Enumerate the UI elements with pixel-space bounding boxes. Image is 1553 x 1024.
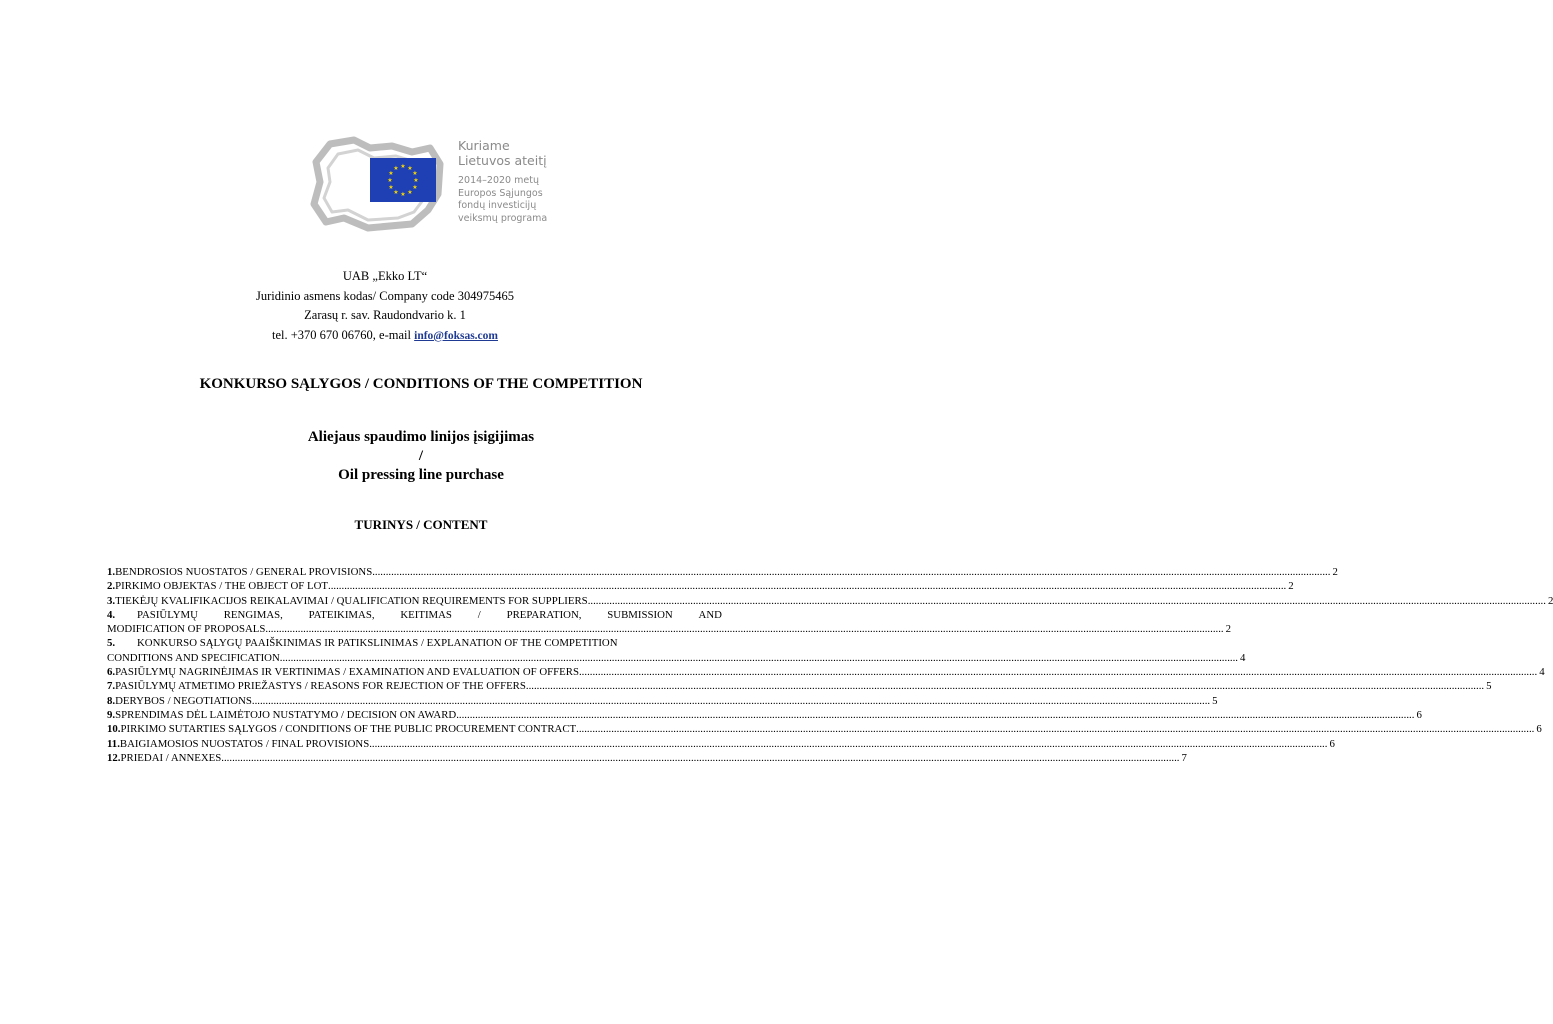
subject-line-en: Oil pressing line purchase <box>338 467 504 483</box>
toc-item[interactable] <box>107 608 734 622</box>
toc-number: 5. <box>107 637 116 650</box>
svg-text:★: ★ <box>387 177 393 184</box>
company-contact <box>0 326 770 347</box>
toc-number: 3. <box>107 594 116 607</box>
toc-leader <box>252 694 1210 708</box>
toc-number: 8. <box>107 694 116 707</box>
toc-number: 12. <box>107 751 121 764</box>
toc-text: SPRENDIMAS DĖL LAIMĖTOJO NUSTATYMO / DECISION ON AWARD <box>115 708 457 721</box>
logo-line-4: Europos Sąjungos <box>458 187 543 199</box>
toc-text: MODIFICATION OF PROPOSALS <box>107 623 266 636</box>
toc-heading: TURINYS / CONTENT <box>354 517 488 532</box>
toc-leader <box>280 651 1238 665</box>
toc-text: PRIEDAI / ANNEXES <box>120 751 222 764</box>
toc-page: 2 <box>1547 594 1553 607</box>
logo-line-2: Lietuvos ateitį <box>458 153 547 168</box>
svg-text:★: ★ <box>388 184 394 191</box>
logo-line-6: veiksmų programa <box>458 212 548 224</box>
toc-page: 4 <box>1539 666 1545 679</box>
toc-leader <box>588 594 1546 608</box>
company-code: Juridinio asmens kodas/ Company code 304975465 <box>256 288 514 303</box>
svg-text:★: ★ <box>400 163 406 170</box>
toc-page: 7 <box>1181 751 1187 764</box>
toc-text: TIEKĖJŲ KVALIFIKACIJOS REIKALAVIMAI / QUALIFICATION REQUIREMENTS FOR SUPPLIERS <box>115 594 588 607</box>
subject-separator: / <box>418 448 424 464</box>
toc-number: 2. <box>107 580 116 593</box>
toc-leader <box>328 579 1286 593</box>
toc-number: 1. <box>107 566 116 578</box>
toc-leader <box>456 708 1414 722</box>
svg-text:★: ★ <box>412 170 418 177</box>
toc-item[interactable] <box>107 708 1422 722</box>
toc-leader <box>526 679 1484 693</box>
toc-item-continuation[interactable] <box>107 651 1246 665</box>
toc-page: 2 <box>1288 580 1294 593</box>
toc-page: 6 <box>1416 708 1422 721</box>
toc-item[interactable] <box>107 665 1545 679</box>
toc-text: BAIGIAMOSIOS NUOSTATOS / FINAL PROVISIONS <box>119 737 370 750</box>
toc-text: PIRKIMO SUTARTIES SĄLYGOS / CONDITIONS OF THE PUBLIC PROCUREMENT CONTRACT <box>120 723 577 736</box>
toc-item[interactable] <box>107 737 1335 751</box>
toc-leader <box>221 751 1179 765</box>
toc-text: DERYBOS / NEGOTIATIONS <box>115 694 252 707</box>
svg-text:★: ★ <box>393 165 399 172</box>
toc-item[interactable] <box>107 722 1542 736</box>
toc-item[interactable] <box>107 694 1218 708</box>
toc-number: 4. <box>107 608 116 621</box>
toc-text: PASIŪLYMŲ RENGIMAS, PATEIKIMAS, KEITIMAS / PREPARATION, SUBMISSION AND <box>137 608 722 621</box>
toc-number: 6. <box>107 666 116 679</box>
toc-item[interactable] <box>107 565 1338 579</box>
table-of-contents <box>107 565 1553 765</box>
toc-item[interactable] <box>107 636 734 650</box>
toc-text: PASIŪLYMŲ ATMETIMO PRIEŽASTYS / REASONS FOR REJECTION OF THE OFFERS <box>115 680 526 693</box>
logo-line-1: Kuriame <box>458 138 510 153</box>
toc-item[interactable] <box>107 594 1553 608</box>
toc-text: KONKURSO SĄLYGŲ PAAIŠKINIMAS IR PATIKSLINIMAS / EXPLANATION OF THE COMPETITION <box>137 637 618 650</box>
toc-item[interactable] <box>107 679 1492 693</box>
subject-line-lt: Aliejaus spaudimo linijos įsigijimas <box>307 429 535 445</box>
toc-text: BENDROSIOS NUOSTATOS / GENERAL PROVISIONS <box>115 566 373 578</box>
company-info <box>0 267 770 346</box>
toc-leader <box>265 622 1223 636</box>
toc-page: 2 <box>1225 623 1232 636</box>
email-link[interactable]: info@foksas.com <box>414 329 498 342</box>
document-subject <box>0 428 842 485</box>
toc-text: CONDITIONS AND SPECIFICATION <box>107 651 280 664</box>
toc-item-continuation[interactable] <box>107 622 1232 636</box>
toc-leader <box>372 565 1330 579</box>
toc-number: 10. <box>107 723 121 736</box>
toc-page: 2 <box>1332 566 1338 578</box>
toc-leader <box>369 737 1327 751</box>
logo-caption <box>458 138 547 225</box>
toc-number: 11. <box>107 737 120 750</box>
svg-text:★: ★ <box>400 191 406 198</box>
svg-text:★: ★ <box>393 189 399 196</box>
toc-leader <box>579 665 1537 679</box>
toc-page: 6 <box>1329 737 1335 750</box>
toc-page: 4 <box>1240 651 1246 664</box>
svg-text:★: ★ <box>407 165 413 172</box>
lithuania-map-eu-flag-icon <box>308 138 448 230</box>
svg-text:★: ★ <box>413 177 419 184</box>
logo-line-5: fondų investicijų <box>458 200 537 211</box>
eu-funds-logo <box>308 138 548 230</box>
toc-item[interactable] <box>107 579 1294 593</box>
toc-page: 5 <box>1486 680 1492 693</box>
logo-line-3: 2014–2020 metų <box>458 175 539 186</box>
toc-text: PASIŪLYMŲ NAGRINĖJIMAS IR VERTINIMAS / EXAMINATION AND EVALUATION OF OFFERS <box>115 666 579 679</box>
toc-number: 9. <box>107 708 116 721</box>
contact-phone: tel. +370 670 06760, e-mail <box>272 327 415 342</box>
svg-text:★: ★ <box>407 189 413 196</box>
toc-page: 6 <box>1536 723 1542 736</box>
toc-page: 5 <box>1212 694 1218 707</box>
company-address: Zarasų r. sav. Raudondvario k. 1 <box>304 308 466 322</box>
toc-number: 7. <box>107 680 116 693</box>
svg-text:★: ★ <box>412 184 418 191</box>
toc-leader <box>576 722 1534 736</box>
svg-text:★: ★ <box>388 170 394 177</box>
toc-item[interactable] <box>107 751 1187 765</box>
toc-text: PIRKIMO OBJEKTAS / THE OBJECT OF LOT <box>115 580 328 593</box>
document-title: KONKURSO SĄLYGOS / CONDITIONS OF THE COMPETITION <box>199 376 643 392</box>
company-name: UAB „Ekko LT“ <box>342 269 428 283</box>
